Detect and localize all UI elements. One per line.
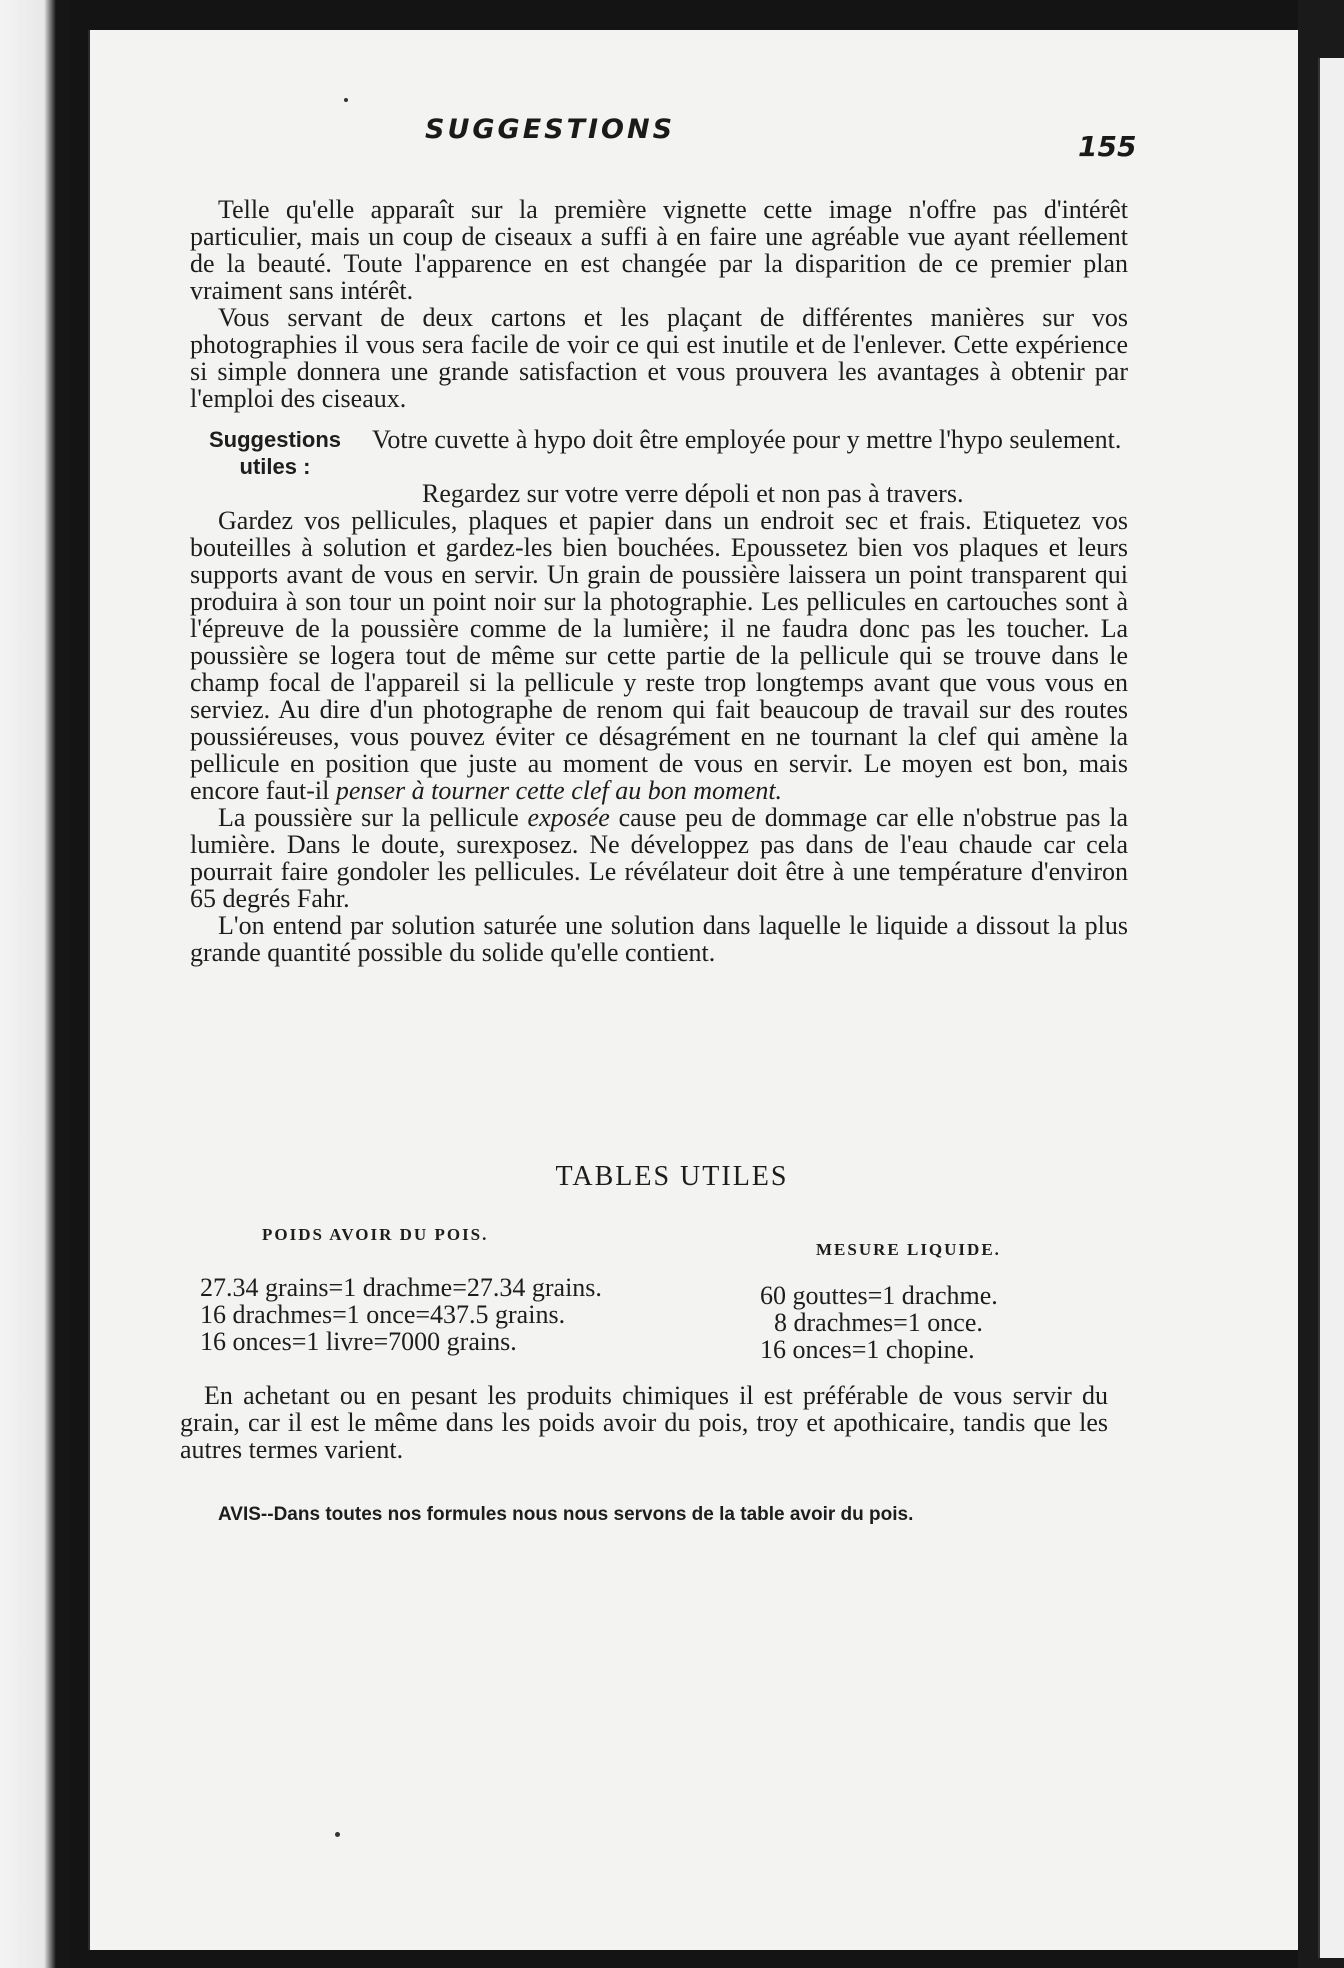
paragraph-text: La poussière sur la pellicule xyxy=(218,803,528,832)
left-page-edge xyxy=(0,0,70,1968)
running-head: SUGGESTIONS xyxy=(425,114,676,145)
closing-text xyxy=(180,1382,1108,1463)
paragraph: Vous servant de deux cartons et les plaçant de différentes manières sur vos photographies il vous sera facile de voir ce qui est inutile et de l'enlever. Cette expérience si simple donnera une grande satisfaction et vous prouvera les avantages à obtenir par l'emploi des ciseaux. xyxy=(190,303,1128,413)
paragraph xyxy=(190,507,1128,804)
table-line: 60 gouttes=1 drachme. xyxy=(760,1281,998,1310)
paragraph xyxy=(190,804,1128,912)
suggestions-section xyxy=(190,426,1128,480)
table-line: 8 drachmes=1 once. xyxy=(774,1308,983,1337)
table-line: 16 onces=1 livre=7000 grains. xyxy=(200,1327,517,1356)
body-text xyxy=(190,196,1128,966)
paragraph-italic: exposée xyxy=(527,803,610,832)
paragraph-italic: penser à tourner cette clef au bon moment. xyxy=(335,776,783,805)
right-page-edge xyxy=(1318,58,1344,1958)
paragraph: Telle qu'elle apparaît sur la première vignette cette image n'offre pas d'intérêt particulier, mais un coup de ciseaux a suffi à en faire une agréable vue ayant réellement de la beauté. Toute l'apparence en est changée par la disparition de ce premier plan vraiment sans intérêt. xyxy=(190,195,1128,305)
sidenote-label: Suggestions utiles : xyxy=(208,427,341,479)
dust-speck xyxy=(344,98,348,102)
paragraph: L'on entend par solution saturée une solution dans laquelle le liquide a dissout la plus grande quantité possible du solide qu'elle contient. xyxy=(190,911,1128,967)
page-number: 155 xyxy=(1078,130,1137,163)
avoir-table xyxy=(200,1274,602,1355)
table-line: 16 drachmes=1 once=437.5 grains. xyxy=(200,1300,566,1329)
table-line: 16 onces=1 chopine. xyxy=(760,1335,975,1364)
avis-note: AVIS--Dans toutes nos formules nous nous servons de la table avoir du pois. xyxy=(218,1504,914,1525)
paragraph: En achetant ou en pesant les produits chimiques il est préférable de vous servir du grain, car il est le même dans les poids avoir du pois, troy et apothicaire, tandis que les autres termes varient. xyxy=(180,1381,1108,1464)
paragraph-text: Gardez vos pellicules, plaques et papier dans un endroit sec et frais. Etiquetez vos bouteilles à solution et gardez-les bien bouchées. Epoussetez bien vos plaques et leurs supports avant de vous en servir. Un grain de poussière laissera un point transparent qui produira à son tour un point noir sur la photographie. Les pellicules en cartouches sont à l'épreuve de la poussière comme de la lumière; il ne faudra donc pas les toucher. La poussière se logera tout de même sur cette partie de la pellicule qui se trouve dans le champ focal de l'appareil si la pellicule y reste trop longtemps avant que vous vous en serviez. Au dire d'un photographe de renom qui fait beaucoup de travail sur des routes poussiéreuses, vous pouvez éviter ce désagrément en ne tournant la clef qui amène la pellicule en position que juste au moment de vous en servir. Le moyen est bon, mais encore faut-il xyxy=(190,506,1128,805)
avoir-table-heading: POIDS AVOIR DU POIS. xyxy=(262,1225,489,1244)
paragraph-text: cause peu de dommage car elle n'obstrue pas la lumière. Dans le doute, surexposez. Ne développez pas dans de l'eau chaude car cela pourrait faire gondoler les pellicules. Le révélateur doit être à une température d'environ 65 degrés Fahr. xyxy=(190,803,1128,913)
tables-title: TABLES UTILES xyxy=(555,1161,789,1192)
paragraph: Regardez sur votre verre dépoli et non pas à travers. xyxy=(422,479,964,508)
dust-speck xyxy=(335,1832,340,1837)
table-line: 27.34 grains=1 drachme=27.34 grains. xyxy=(200,1273,602,1302)
paragraph: Votre cuvette à hypo doit être employée pour y mettre l'hypo seulement. xyxy=(372,425,1122,454)
liquide-table-heading: MESURE LIQUIDE. xyxy=(816,1240,1001,1259)
liquide-table xyxy=(760,1282,998,1363)
